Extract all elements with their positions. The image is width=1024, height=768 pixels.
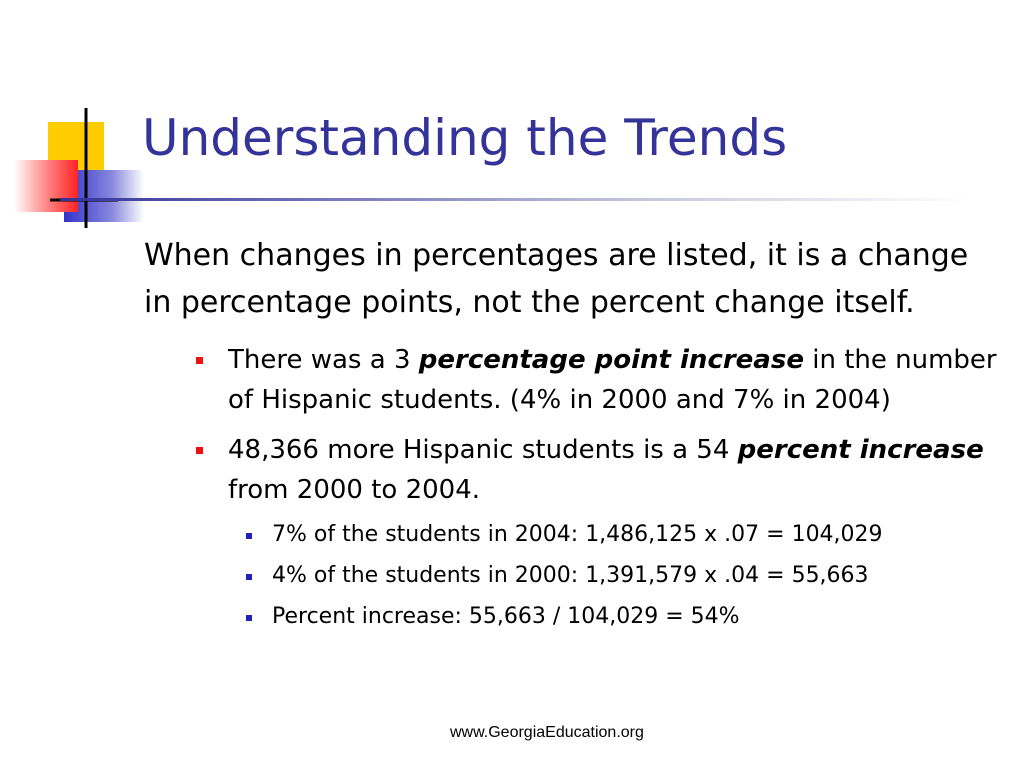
bullet-percent-increase: [228, 430, 1004, 632]
bullet-percentage-point: [228, 340, 1004, 420]
bullet-text-pre: 48,366 more Hispanic students is a 54: [228, 435, 738, 465]
intro-paragraph: When changes in percentages are listed, it is a change in percentage points, not the percent change itself.: [144, 238, 969, 320]
sub-bullet-percent-increase: Percent increase: 55,663 / 104,029 = 54%: [272, 602, 1004, 632]
deco-red-square: [14, 160, 78, 212]
sub-bullet-2000: 4% of the students in 2000: 1,391,579 x .04 = 55,663: [272, 561, 1004, 591]
slide-body: [144, 232, 1004, 643]
slide-title: Understanding the Trends: [142, 109, 788, 167]
footer-url: www.GeorgiaEducation.org: [450, 724, 644, 741]
sub-bullet-list: [228, 520, 1004, 632]
bullet-emphasis: percentage point increase: [418, 345, 804, 375]
sub-bullet-2004: 7% of the students in 2004: 1,486,125 x .07 = 104,029: [272, 520, 1004, 550]
bullet-emphasis: percent increase: [737, 435, 984, 465]
bullet-text-post: from 2000 to 2004.: [228, 475, 481, 505]
bullet-text-post: in the number of Hispanic students. (4% in 2000 and 7% in 2004): [228, 345, 997, 415]
bullet-list: [144, 340, 1004, 632]
bullet-text-pre: There was a 3: [228, 345, 419, 375]
decorative-squares-graphic: [0, 0, 150, 240]
title-underline-divider: [60, 198, 970, 201]
